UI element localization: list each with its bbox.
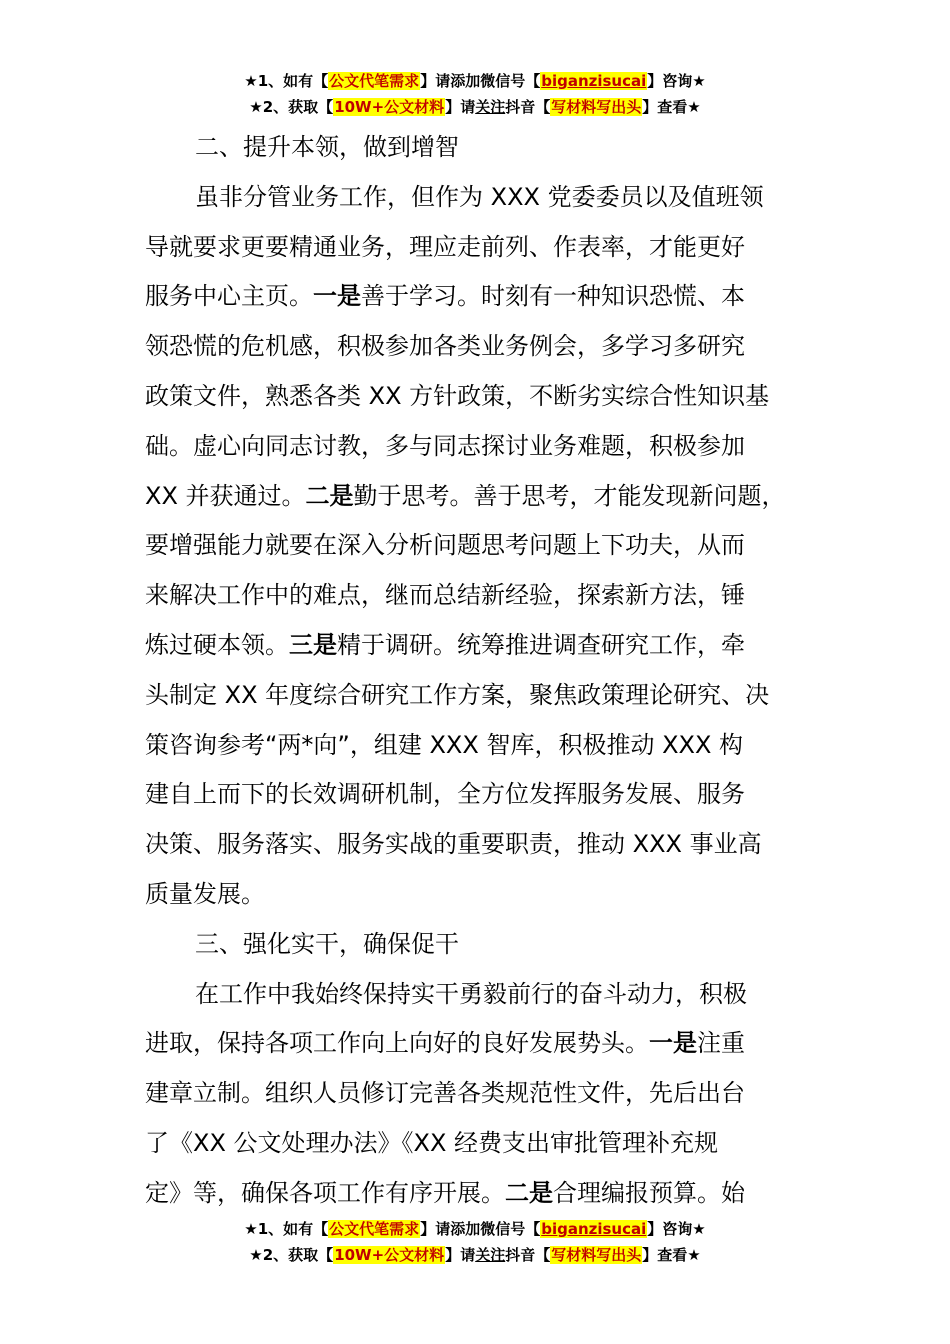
banner-text: 】请添加微信号【 — [420, 1220, 541, 1238]
paragraph-line — [145, 820, 825, 870]
paragraph-line — [145, 472, 825, 522]
text-run: 虽非分管业务工作，但作为 XXX 党委委员以及值班领 — [195, 182, 764, 211]
paragraph-line — [145, 521, 825, 571]
banner-line-1 — [0, 1216, 950, 1242]
text-run: 注重 — [697, 1029, 745, 1058]
banner-text: 抖音【 — [505, 98, 551, 116]
banner-line-1 — [0, 68, 950, 94]
banner-text: 】查看★ — [642, 98, 701, 116]
section-heading — [145, 920, 825, 970]
text-run: 础。虚心向同志讨教，多与同志探讨业务难题，积极参加 — [145, 431, 745, 460]
text-run: 二、提升本领，做到增智 — [195, 133, 459, 161]
paragraph-line — [145, 621, 825, 671]
text-run: 了《XX 公文处理办法》《XX 经费支出审批管理补充规 — [145, 1128, 719, 1157]
bold-marker: 二是 — [305, 481, 354, 510]
paragraph-line — [145, 870, 825, 920]
text-run: 善于学习。时刻有一种知识恐慌、本 — [361, 282, 745, 311]
text-run: 三、强化实干，确保促干 — [195, 929, 459, 958]
text-run: 导就要求更要精通业务，理应走前列、作表率，才能更好 — [145, 232, 745, 261]
banner-wechat-id: biganzisucai — [541, 72, 647, 90]
text-run: 政策文件，熟悉各类 XX 方针政策，不断劣实综合性知识基 — [145, 381, 770, 410]
banner-text: ★2、获取【 — [249, 1246, 334, 1264]
paragraph-line — [145, 1169, 825, 1219]
text-run: 定》等，确保各项工作有序开展。 — [145, 1178, 505, 1207]
paragraph-line — [145, 272, 825, 322]
banner-text: 】查看★ — [642, 1246, 701, 1264]
banner-text: ★1、如有【 — [244, 1220, 329, 1238]
paragraph-line — [145, 1119, 825, 1169]
paragraph-line — [145, 372, 825, 422]
banner-underlined: 关注 — [475, 98, 506, 116]
bold-marker: 一是 — [313, 282, 361, 311]
text-run: 策咨询参考“两*向”，组建 XXX 智库，积极推动 XXX 构 — [145, 730, 744, 759]
text-run: 要增强能力就要在深入分析问题思考问题上下功夫，从而 — [145, 531, 745, 560]
text-run: 来解决工作中的难点，继而总结新经验，探索新方法，锤 — [145, 581, 745, 610]
text-run: 建自上而下的长效调研机制，全方位发挥服务发展、服务 — [145, 780, 745, 809]
text-run: 质量发展。 — [145, 879, 265, 908]
paragraph-line — [145, 770, 825, 820]
bold-marker: 一是 — [649, 1029, 697, 1058]
footer-banner — [0, 1216, 950, 1268]
bold-marker: 二是 — [505, 1178, 553, 1207]
banner-line-2 — [0, 1242, 950, 1268]
banner-text: 】请 — [445, 98, 476, 116]
banner-line-2 — [0, 94, 950, 120]
paragraph-line — [145, 173, 825, 223]
banner-text: 抖音【 — [505, 1246, 551, 1264]
banner-highlight: 10W+公文材料 — [334, 1246, 445, 1264]
text-run: 进取，保持各项工作向上向好的良好发展势头。 — [145, 1029, 649, 1058]
document-body — [145, 123, 825, 1219]
text-run: 炼过硬本领。 — [145, 630, 289, 659]
text-run: 决策、服务落实、服务实战的重要职责，推动 XXX 事业高 — [145, 830, 762, 859]
paragraph-line — [145, 422, 825, 472]
banner-highlight: 公文代笔需求 — [329, 1220, 420, 1238]
paragraph-line — [145, 721, 825, 771]
text-run: 勤于思考。善于思考，才能发现新问题， — [353, 481, 786, 510]
banner-text: ★2、获取【 — [249, 98, 334, 116]
header-banner — [0, 68, 950, 120]
banner-text: 】请 — [445, 1246, 476, 1264]
text-run: 建章立制。组织人员修订完善各类规范性文件，先后出台 — [145, 1079, 745, 1108]
paragraph-line — [145, 970, 825, 1020]
paragraph-line — [145, 322, 825, 372]
paragraph-line — [145, 1069, 825, 1119]
banner-text: ★1、如有【 — [244, 72, 329, 90]
text-run: 头制定 XX 年度综合研究工作方案，聚焦政策理论研究、决 — [145, 680, 770, 709]
section-heading — [145, 123, 825, 173]
banner-wechat-id: biganzisucai — [541, 1220, 647, 1238]
banner-text: 】咨询★ — [647, 1220, 706, 1238]
banner-highlight: 公文代笔需求 — [329, 72, 420, 90]
text-run: 领恐慌的危机感，积极参加各类业务例会，多学习多研究 — [145, 332, 745, 361]
bold-marker: 三是 — [289, 630, 337, 659]
text-run: XX 并获通过。 — [145, 481, 306, 510]
banner-text: 】请添加微信号【 — [420, 72, 541, 90]
banner-highlight: 写材料写出头 — [551, 98, 642, 116]
text-run: 服务中心主页。 — [145, 282, 313, 311]
banner-highlight: 写材料写出头 — [551, 1246, 642, 1264]
text-run: 在工作中我始终保持实干勇毅前行的奋斗动力，积极 — [195, 979, 747, 1008]
banner-underlined: 关注 — [475, 1246, 506, 1264]
paragraph-line — [145, 223, 825, 273]
banner-highlight: 10W+公文材料 — [334, 98, 445, 116]
paragraph-line — [145, 671, 825, 721]
text-run: 合理编报预算。始 — [553, 1178, 745, 1207]
banner-text: 】咨询★ — [647, 72, 706, 90]
paragraph-line — [145, 1019, 825, 1069]
paragraph-line — [145, 571, 825, 621]
text-run: 精于调研。统筹推进调查研究工作，牵 — [337, 630, 745, 659]
